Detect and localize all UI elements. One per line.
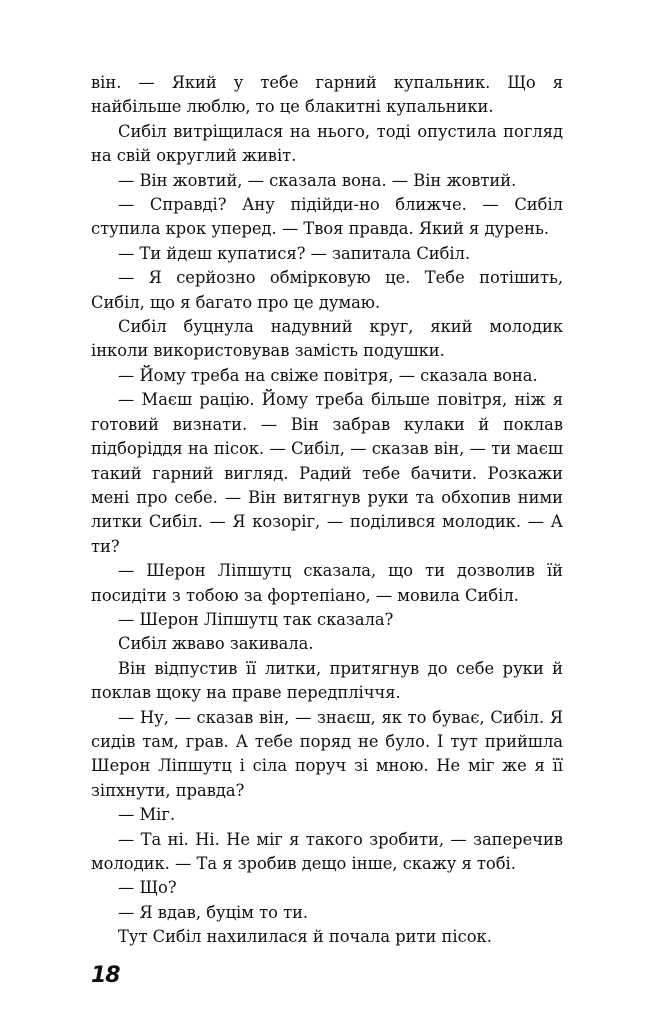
paragraph-16: — Та ні. Ні. Не міг я такого зробити, — заперечив молодик. — Та я зробив дещо інше, скажу я тобі.: [91, 829, 563, 873]
paragraph-17: — Що?: [118, 878, 177, 898]
paragraph-6: — Я серйозно обмірковую це. Тебе потішить, Сибіл, що я багато про це думаю.: [91, 268, 563, 312]
paragraph-7: Сибіл буцнула надувний круг, який молодик інколи використовував замість подушки.: [91, 317, 563, 361]
paragraph-10: — Шерон Ліпшутц сказала, що ти дозволив їй посидіти з тобою за фортепіано, — мовила Сибіл.: [91, 561, 563, 605]
paragraph-15: — Міг.: [118, 805, 176, 825]
paragraph-12: Сибіл жваво закивала.: [118, 634, 314, 654]
paragraph-18: — Я вдав, буцім то ти.: [118, 902, 309, 922]
paragraph-1: він. — Який у тебе гарний купальник. Що я найбільше люблю, то це блакитні купальники.: [91, 73, 563, 117]
paragraph-13: Він відпустив її литки, притягнув до себе руки й поклав щоку на праве передпліччя.: [91, 658, 563, 703]
paragraph-4: — Справді? Ану підійди-но ближче. — Сибіл ступила крок уперед. — Твоя правда. Який я дурень.: [91, 195, 563, 239]
paragraph-19: Тут Сибіл нахилилася й почала рити пісок.: [118, 927, 492, 947]
paragraph-11: — Шерон Ліпшутц так сказала?: [118, 609, 394, 629]
page-text: [91, 71, 563, 950]
paragraph-2: Сибіл витріщилася на нього, тоді опустила погляд на свій округлий живіт.: [91, 121, 563, 166]
paragraph-8: — Йому треба на свіже повітря, — сказала вона.: [118, 365, 538, 385]
paragraph-14: — Ну, — сказав він, — знаєш, як то буває, Сибіл. Я сидів там, грав. А тебе поряд не було. І тут прийшла Шерон Ліпшутц і сіла поруч зі мною. Не міг же я її зіпхнути, правда?: [91, 707, 563, 800]
paragraph-9: — Маєш рацію. Йому треба більше повітря, ніж я готовий визнати. — Він забрав кулаки й поклав підборіддя на пісок. — Сибіл, — сказав він, — ти маєш такий гарний вигляд. Радий тебе бачити. Розкажи мені про себе. — Він витягнув руки та обхопив ними литки Сибіл. — Я козоріг, — поділився молодик. — А ти?: [91, 390, 563, 556]
paragraph-5: — Ти йдеш купатися? — запитала Сибіл.: [118, 243, 471, 263]
page-number: 18: [91, 963, 120, 988]
paragraph-3: — Він жовтий, — сказала вона. — Він жовтий.: [118, 170, 517, 190]
